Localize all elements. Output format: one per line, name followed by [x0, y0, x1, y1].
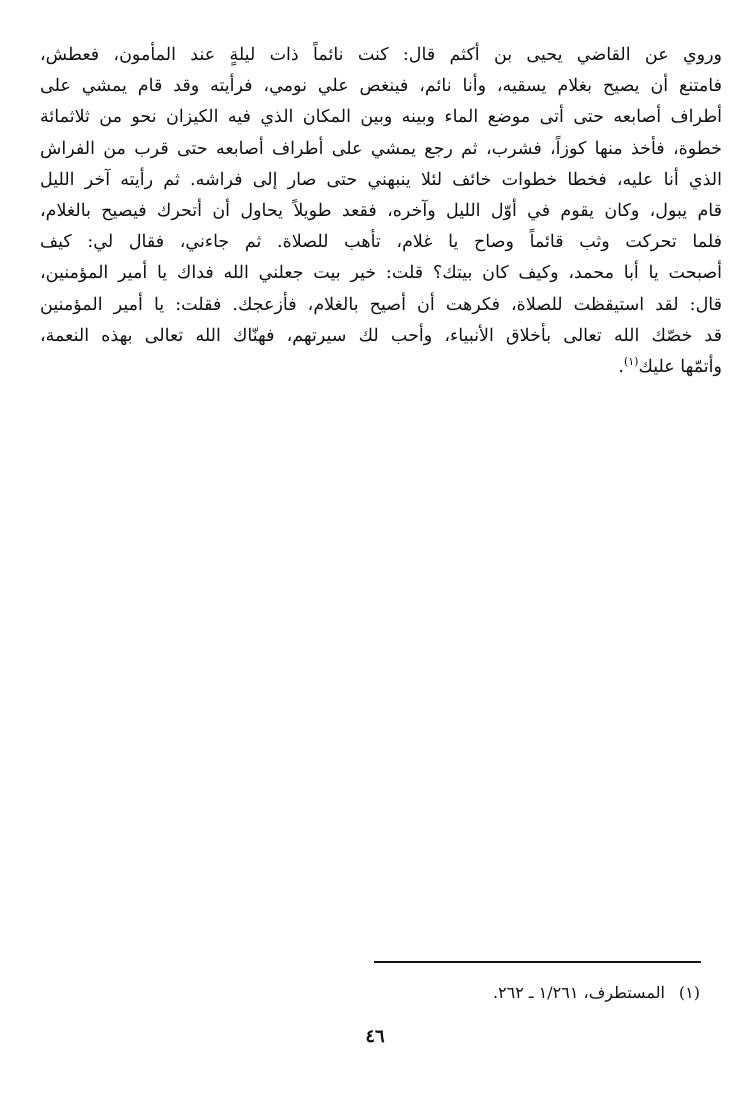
main-text [40, 40, 722, 383]
text-line: قام يبول، وكان يقوم في أوّل الليل وآخره، فقعد طويلاً يحاول أن أتحرك فيصيح بالغلام، [40, 201, 722, 222]
footnote-text: المستطرف، ١/٢٦١ ـ ٢٦٢. [492, 983, 665, 1002]
text-line: فلما تحركت وثب قائماً وصاح يا غلام، تأهب للصلاة. ثم جاءني، فقال لي: كيف [40, 232, 722, 253]
text-line-final [40, 352, 722, 383]
end-mark: . [618, 357, 624, 378]
text-line: وروي عن القاضي يحيى بن أكثم قال: كنت نائماً ذات ليلةٍ عند المأمون، فعطش، [40, 45, 722, 65]
footnote-marker: (١) [678, 983, 700, 1002]
text-line-final-content: وأتمّها عليك [638, 357, 722, 378]
footnote-divider [374, 961, 701, 963]
text-line: قال: لقد استيقظت للصلاة، فكرهت أن أصيح بالغلام، فأزعجك. فقلت: يا أمير المؤمنين [40, 294, 722, 315]
text-line: الذي أنا عليه، فخطا خطوات خائف لئلا ينبهني حتى صار إلى فراشه. ثم رأيته آخر الليل [40, 169, 722, 190]
text-line: أطراف أصابعه حتى أتى موضع الماء وبينه وبين المكان الذي فيه الكيزان نحو من ثلاثمائة [40, 107, 722, 128]
footnote [300, 981, 700, 1005]
text-line: خطوة، فأخذ منها كوزاً، فشرب، ثم رجع يمشي على أطراف أصابعه حتى قرب من الفراش [40, 138, 722, 159]
text-line: فامتنع أن يصيح بغلام يسقيه، وأنا نائم، فينغص علي نومي، فرأيته وقد قام يمشي على [40, 76, 722, 97]
text-line: قد خصّك الله تعالى بأخلاق الأنبياء، وأحب لك سيرتهم، فهنّاك الله تعالى بهذه النعمة، [40, 325, 722, 346]
text-line: أصبحت يا أبا محمد، وكيف كان بيتك؟ قلت: خير بيت جعلني الله فداك يا أمير المؤمنين، [40, 263, 722, 284]
footnote-reference: (١) [623, 355, 639, 369]
page-number: ٤٦ [365, 1026, 385, 1047]
